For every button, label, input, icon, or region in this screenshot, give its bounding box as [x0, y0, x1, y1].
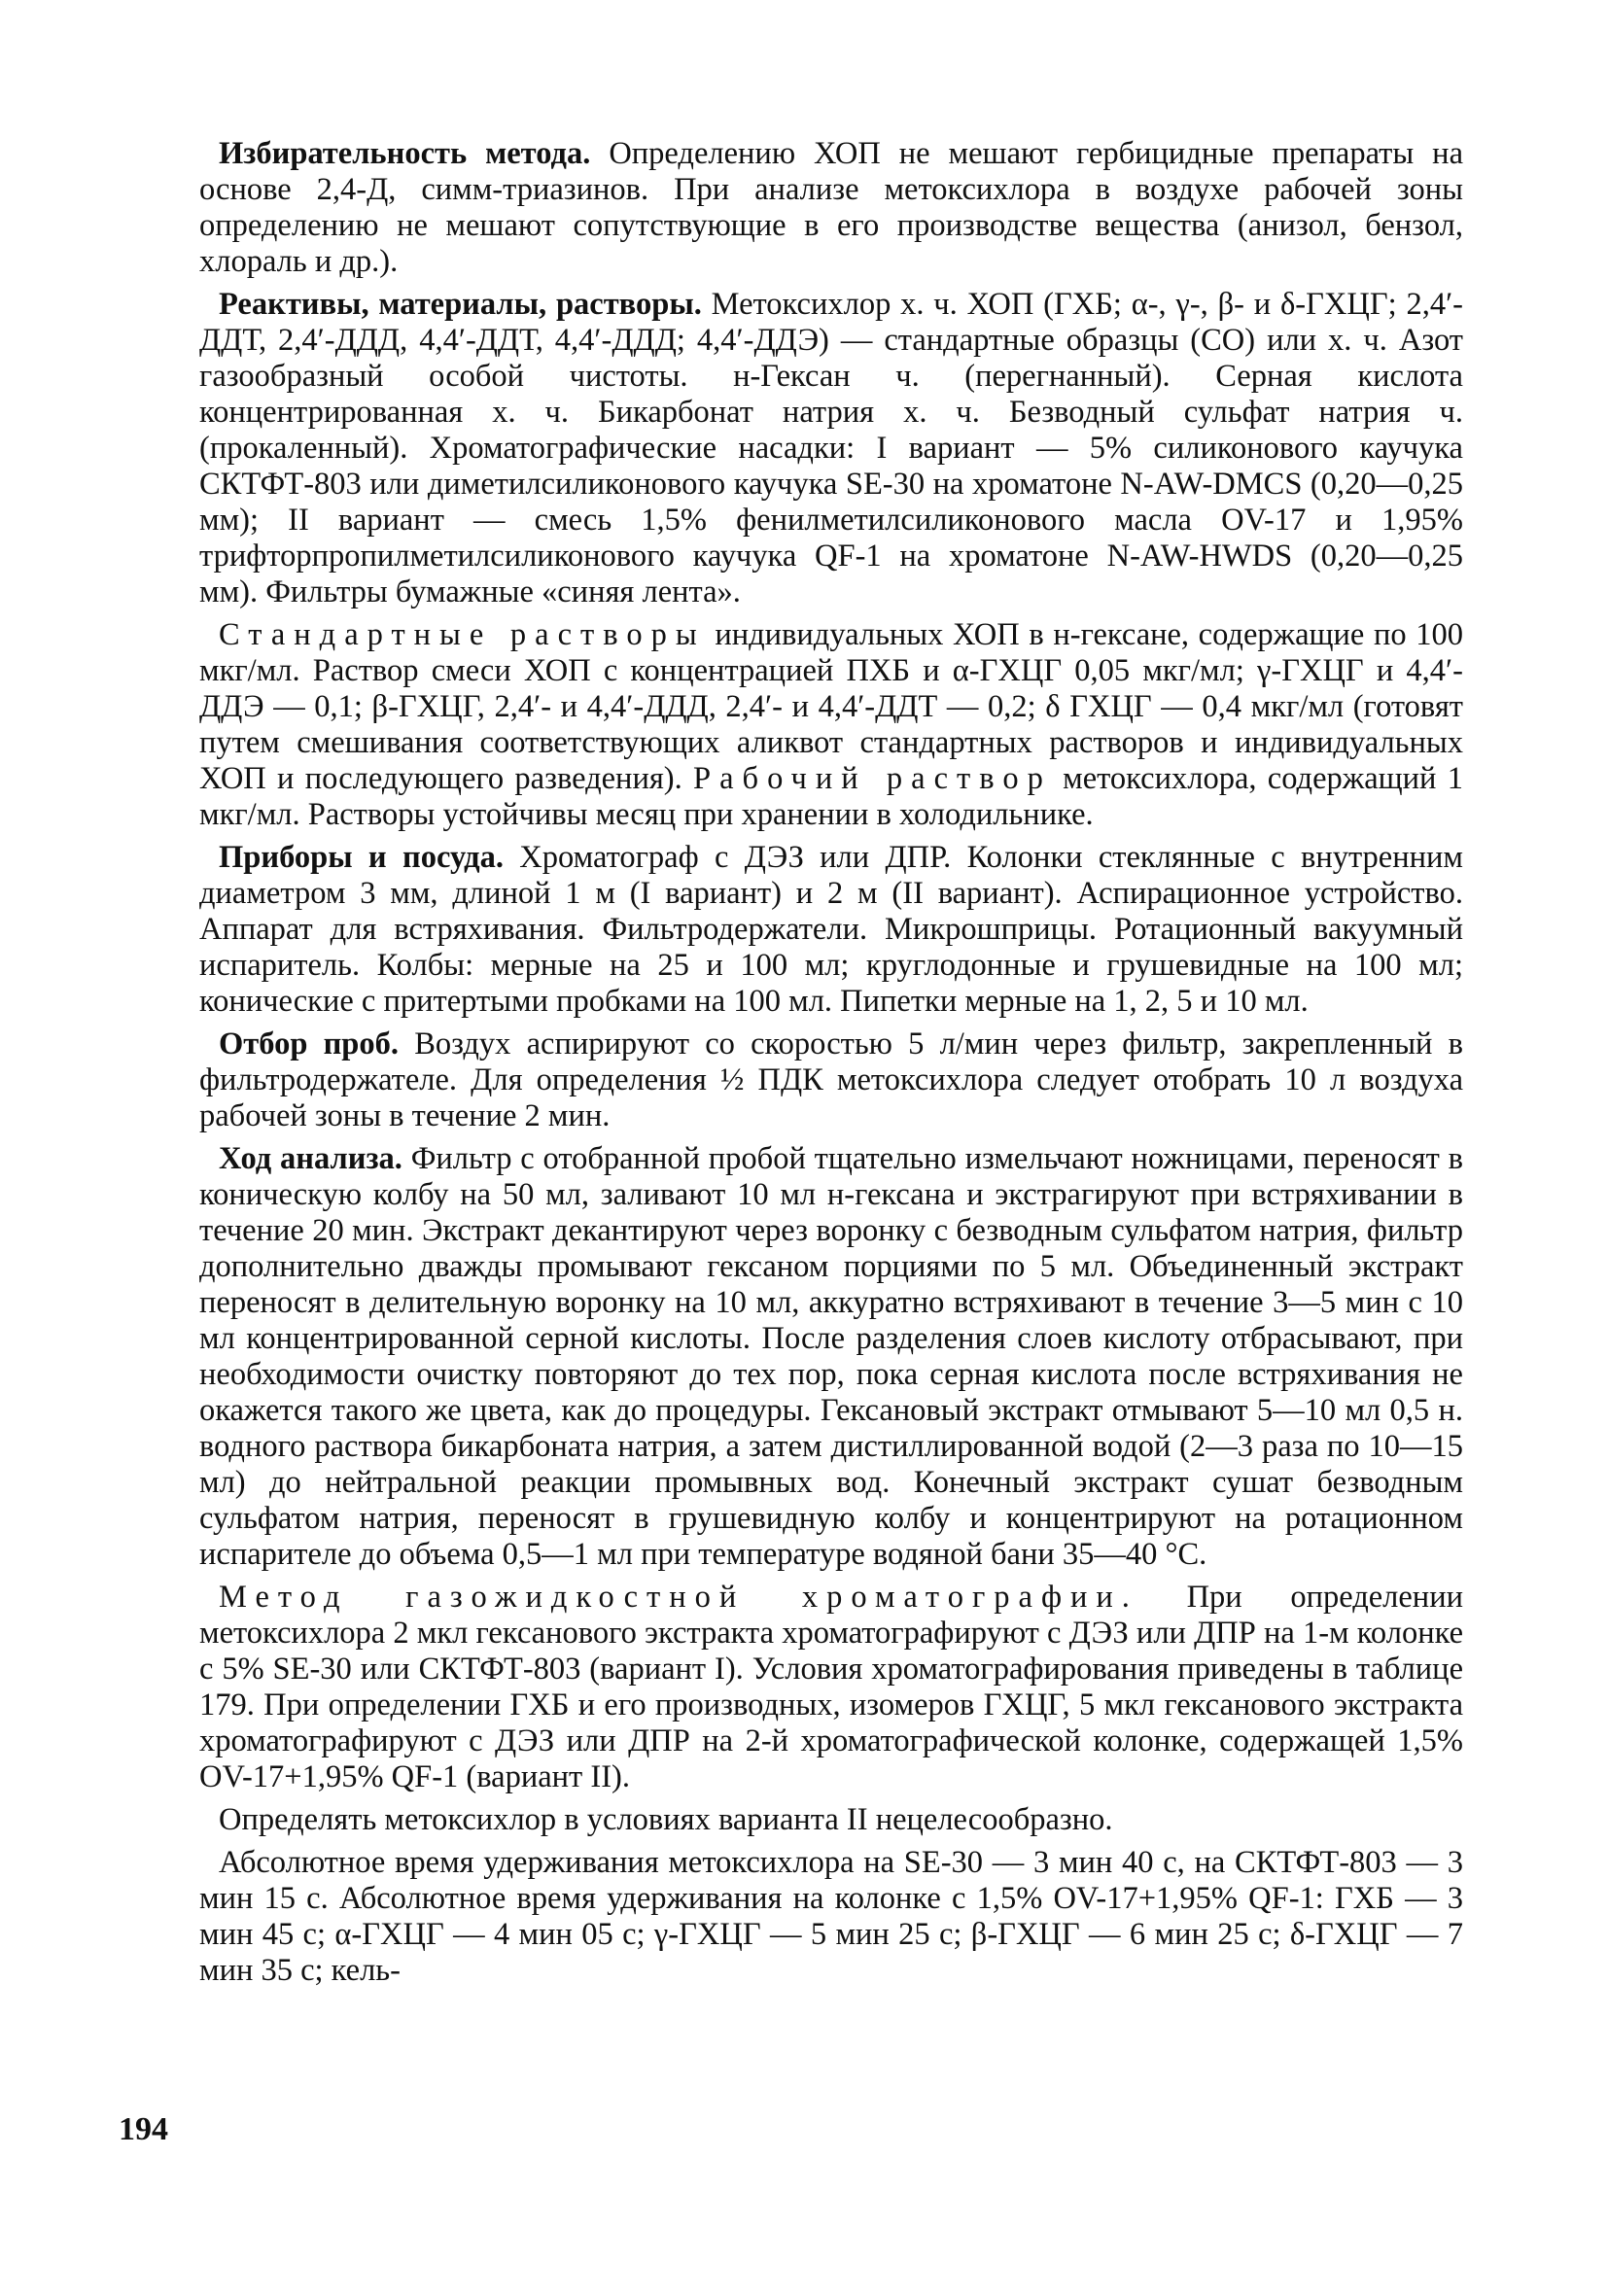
paragraph-text: Хроматограф с ДЭЗ или ДПР. Колонки стеклянные с внутренним диаметром 3 мм, длиной 1 м (I вариант) и 2 м (II вариант). Аспирационное устройство. Аппарат для встряхивания. Фильтродержатели. Микрошприцы. Ротационный вакуумный испаритель. Колбы: мерные на 25 и 100 мл; круглодонные и грушевидные на 100 мл; конические с притертыми пробками на 100 мл. Пипетки мерные на 1, 2, 5 и 10 мл. — [199, 840, 1463, 1019]
paragraph-text: При определении метоксихлора 2 мкл гексанового экстракта хроматографируют с ДЭЗ или ДПР на 1-м колонке с 5% SE-30 или СКТФТ-803 (вариант I). Условия хроматографирования приведены в таблице 179. При определении ГХБ и его производных, изомеров ГХЦГ, 5 мкл гексанового экстракта хроматографируют с ДЭЗ или ДПР на 2-й хроматографической колонке, содержащей 1,5% OV-17+1,95% QF-1 (вариант II). — [199, 1580, 1463, 1794]
heading-selectivity: Избирательность метода. — [219, 136, 591, 171]
spaced-term-method: Метод газожидкостной хроматографии. — [219, 1580, 1138, 1615]
paragraph-standard-solutions — [199, 617, 1463, 833]
paragraph-text: Фильтр с отобранной пробой тщательно измельчают ножницами, переносят в коническую колбу на 50 мл, заливают 10 мл н-гексана и экстрагируют при встряхивании в течение 20 мин. Экстракт декантируют через воронку с безводным сульфатом натрия, фильтр дополнительно дважды промывают гексаном порциями по 5 мл. Объединенный экстракт переносят в делительную воронку на 10 мл, аккуратно встряхивают в течение 3—5 мин с 10 мл концентрированной серной кислоты. После разделения слоев кислоту отбрасывают, при необходимости очистку повторяют до тех пор, пока серная кислота после встряхивания не окажется такого же цвета, как до процедуры. Гексановый экстракт отмывают 5—10 мл 0,5 н. водного раствора бикарбоната натрия, а затем дистиллированной водой (2—3 раза по 10—15 мл) до нейтральной реакции промывных вод. Конечный экстракт сушат безводным сульфатом натрия, переносят в грушевидную колбу и концентрируют на ротационном испарителе до объема 0,5—1 мл при температуре водяной бани 35—40 °С. — [199, 1141, 1463, 1572]
paragraph-text: индивидуальных ХОП в н-гексане, содержащие по 100 мкг/мл. Раствор смеси ХОП с концентрацией ПХБ и α-ГХЦГ 0,05 мкг/мл; γ-ГХЦГ и 4,4′-ДДЭ — 0,1; β-ГХЦГ, 2,4′- и 4,4′-ДДД, 2,4′- и 4,4′-ДДТ — 0,2; δ ГХЦГ — 0,4 мкг/мл (готовят путем смешивания соответствующих аликвот стандартных растворов и индивидуальных ХОП и последующего разведения). — [199, 617, 1463, 796]
page-body — [199, 136, 1463, 1996]
paragraph-variant-note — [199, 1802, 1463, 1838]
paragraph-text: Определять метоксихлор в условиях варианта II нецелесообразно. — [219, 1802, 1113, 1837]
page-number: 194 — [119, 2111, 168, 2147]
paragraph-instruments — [199, 840, 1463, 1020]
paragraph-text: Метоксихлор х. ч. ХОП (ГХБ; α-, γ-, β- и δ-ГХЦГ; 2,4′-ДДТ, 2,4′-ДДД, 4,4′-ДДТ, 4,4′-ДДД; 4,4′-ДДЭ) — стандартные образцы (СО) или х. ч. Азот газообразный особой чистоты. н-Гексан ч. (перегнанный). Серная кислота концентрированная х. ч. Бикарбонат натрия х. ч. Безводный сульфат натрия ч. (прокаленный). Хроматографические насадки: I вариант — 5% силиконового каучука СКТФТ-803 или диметилсиликонового каучука SE-30 на хроматоне N-AW-DMCS (0,20—0,25 мм); II вариант — смесь 1,5% фенилметилсиликонового масла OV-17 и 1,95% трифторпропилметилсиликонового каучука QF-1 на хроматоне N-AW-HWDS (0,20—0,25 мм). Фильтры бумажные «синяя лента». — [199, 287, 1464, 609]
paragraph-text: Определению ХОП не мешают гербицидные препараты на основе 2,4-Д, симм-триазинов. При анализе метоксихлора в воздухе рабочей зоны определению не мешают сопутствующие в его производстве вещества (анизол, бензол, хлораль и др.). — [199, 136, 1463, 279]
paragraph-selectivity — [199, 136, 1463, 280]
paragraph-sampling — [199, 1026, 1463, 1134]
paragraph-reagents — [199, 287, 1463, 610]
heading-sampling: Отбор проб. — [219, 1026, 400, 1061]
paragraph-text: метоксихлора, содержащий 1 мкг/мл. Растворы устойчивы месяц при хранении в холодильнике. — [199, 761, 1463, 832]
paragraph-procedure — [199, 1141, 1463, 1573]
paragraph-text: Воздух аспирируют со скоростью 5 л/мин через фильтр, закрепленный в фильтродержателе. Для определения ½ ПДК метоксихлора следует отобрать 10 л воздуха рабочей зоны в течение 2 мин. — [199, 1026, 1463, 1133]
heading-procedure: Ход анализа. — [219, 1141, 402, 1176]
paragraph-retention-times — [199, 1845, 1463, 1989]
spaced-term-working-solution: Рабочий раствор — [693, 761, 1052, 796]
spaced-term-standard-solutions: Стандартные растворы — [219, 617, 706, 652]
heading-instruments: Приборы и посуда. — [219, 840, 504, 875]
paragraph-gas-chromatography — [199, 1580, 1463, 1795]
paragraph-text: Абсолютное время удерживания метоксихлора на SE-30 — 3 мин 40 с, на СКТФТ-803 — 3 мин 15 с. Абсолютное время удерживания на колонке с 1,5% OV-17+1,95% QF-1: ГХБ — 3 мин 45 с; α-ГХЦГ — 4 мин 05 с; γ-ГХЦГ — 5 мин 25 с; β-ГХЦГ — 6 мин 25 с; δ-ГХЦГ — 7 мин 35 с; кель- — [199, 1845, 1463, 1988]
heading-reagents: Реактивы, материалы, растворы. — [219, 287, 702, 322]
